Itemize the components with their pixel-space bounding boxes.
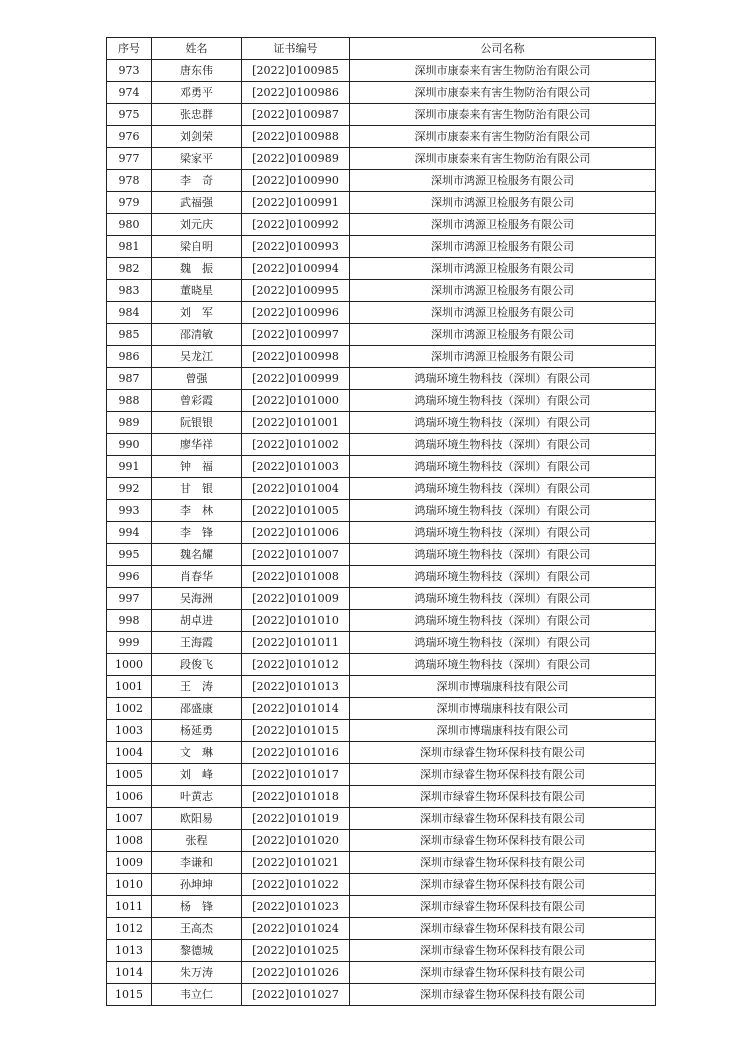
table-row [107,896,656,918]
cert-number-cell: [2022]0100996 [242,302,350,324]
company-cell: 鸿瑞环境生物科技（深圳）有限公司 [350,412,656,434]
name-cell: 魏名耀 [152,544,242,566]
seq-cell: 984 [107,302,152,324]
seq-cell: 996 [107,566,152,588]
cert-number-cell: [2022]0101019 [242,808,350,830]
seq-cell: 999 [107,632,152,654]
seq-cell: 1002 [107,698,152,720]
name-cell: 李 林 [152,500,242,522]
company-cell: 深圳市绿睿生物环保科技有限公司 [350,940,656,962]
seq-cell: 1006 [107,786,152,808]
company-cell: 鸿瑞环境生物科技（深圳）有限公司 [350,588,656,610]
seq-cell: 1010 [107,874,152,896]
cert-number-cell: [2022]0100993 [242,236,350,258]
seq-cell: 1001 [107,676,152,698]
company-cell: 深圳市鸿源卫检服务有限公司 [350,302,656,324]
seq-cell: 976 [107,126,152,148]
table-row [107,522,656,544]
name-cell: 甘 银 [152,478,242,500]
company-cell: 鸿瑞环境生物科技（深圳）有限公司 [350,478,656,500]
cert-number-cell: [2022]0100990 [242,170,350,192]
cert-number-cell: [2022]0101027 [242,984,350,1006]
cert-number-cell: [2022]0101010 [242,610,350,632]
name-cell: 曾彩霞 [152,390,242,412]
name-cell: 叶黄志 [152,786,242,808]
table-row [107,170,656,192]
company-cell: 深圳市鸿源卫检服务有限公司 [350,280,656,302]
cert-number-cell: [2022]0101025 [242,940,350,962]
company-cell: 深圳市鸿源卫检服务有限公司 [350,236,656,258]
seq-cell: 991 [107,456,152,478]
seq-cell: 990 [107,434,152,456]
seq-cell: 995 [107,544,152,566]
cert-number-cell: [2022]0100992 [242,214,350,236]
seq-cell: 983 [107,280,152,302]
name-cell: 刘剑荣 [152,126,242,148]
cert-number-cell: [2022]0101024 [242,918,350,940]
seq-cell: 1011 [107,896,152,918]
name-cell: 邵盛康 [152,698,242,720]
company-cell: 深圳市康泰来有害生物防治有限公司 [350,148,656,170]
table-row [107,830,656,852]
company-cell: 鸿瑞环境生物科技（深圳）有限公司 [350,610,656,632]
name-cell: 李谦和 [152,852,242,874]
table-row [107,368,656,390]
company-cell: 深圳市康泰来有害生物防治有限公司 [350,60,656,82]
table-row [107,236,656,258]
cert-number-cell: [2022]0101014 [242,698,350,720]
name-cell: 王高杰 [152,918,242,940]
cert-number-cell: [2022]0100987 [242,104,350,126]
company-cell: 深圳市康泰来有害生物防治有限公司 [350,126,656,148]
company-cell: 深圳市绿睿生物环保科技有限公司 [350,984,656,1006]
company-cell: 鸿瑞环境生物科技（深圳）有限公司 [350,434,656,456]
cert-number-cell: [2022]0101020 [242,830,350,852]
table-row [107,390,656,412]
cert-number-cell: [2022]0101000 [242,390,350,412]
table-row [107,852,656,874]
name-cell: 曾强 [152,368,242,390]
seq-cell: 1012 [107,918,152,940]
seq-cell: 1004 [107,742,152,764]
cert-number-cell: [2022]0100997 [242,324,350,346]
table-row [107,104,656,126]
seq-cell: 994 [107,522,152,544]
name-cell: 邓勇平 [152,82,242,104]
cert-number-cell: [2022]0101017 [242,764,350,786]
seq-cell: 1015 [107,984,152,1006]
company-cell: 深圳市鸿源卫检服务有限公司 [350,192,656,214]
seq-cell: 1000 [107,654,152,676]
name-cell: 唐东伟 [152,60,242,82]
seq-cell: 985 [107,324,152,346]
name-cell: 王海霞 [152,632,242,654]
company-cell: 深圳市绿睿生物环保科技有限公司 [350,962,656,984]
seq-cell: 1014 [107,962,152,984]
company-cell: 深圳市鸿源卫检服务有限公司 [350,346,656,368]
name-cell: 段俊飞 [152,654,242,676]
table-row [107,412,656,434]
company-cell: 深圳市康泰来有害生物防治有限公司 [350,82,656,104]
cert-number-cell: [2022]0100985 [242,60,350,82]
cert-number-cell: [2022]0100998 [242,346,350,368]
cert-number-cell: [2022]0101013 [242,676,350,698]
company-cell: 鸿瑞环境生物科技（深圳）有限公司 [350,368,656,390]
name-cell: 杨 锋 [152,896,242,918]
seq-cell: 980 [107,214,152,236]
seq-cell: 988 [107,390,152,412]
company-cell: 深圳市绿睿生物环保科技有限公司 [350,786,656,808]
cert-number-cell: [2022]0101005 [242,500,350,522]
cert-number-cell: [2022]0100994 [242,258,350,280]
cert-number-cell: [2022]0101003 [242,456,350,478]
company-cell: 鸿瑞环境生物科技（深圳）有限公司 [350,456,656,478]
name-cell: 阮银银 [152,412,242,434]
company-cell: 鸿瑞环境生物科技（深圳）有限公司 [350,500,656,522]
name-cell: 刘 军 [152,302,242,324]
company-cell: 深圳市鸿源卫检服务有限公司 [350,324,656,346]
seq-cell: 977 [107,148,152,170]
company-cell: 深圳市鸿源卫检服务有限公司 [350,214,656,236]
company-cell: 鸿瑞环境生物科技（深圳）有限公司 [350,654,656,676]
table-body [107,60,656,1006]
seq-cell: 974 [107,82,152,104]
name-cell: 孙坤坤 [152,874,242,896]
seq-cell: 973 [107,60,152,82]
name-cell: 钟 福 [152,456,242,478]
seq-cell: 981 [107,236,152,258]
cert-number-cell: [2022]0101002 [242,434,350,456]
table-row [107,302,656,324]
table-row [107,214,656,236]
seq-cell: 975 [107,104,152,126]
name-cell: 吴海洲 [152,588,242,610]
company-cell: 深圳市绿睿生物环保科技有限公司 [350,874,656,896]
seq-cell: 997 [107,588,152,610]
company-cell: 深圳市博瑞康科技有限公司 [350,720,656,742]
cert-number-cell: [2022]0101015 [242,720,350,742]
cert-number-cell: [2022]0100988 [242,126,350,148]
company-cell: 深圳市博瑞康科技有限公司 [350,698,656,720]
seq-cell: 982 [107,258,152,280]
cert-number-cell: [2022]0100989 [242,148,350,170]
company-cell: 深圳市绿睿生物环保科技有限公司 [350,918,656,940]
table-row [107,258,656,280]
name-cell: 廖华祥 [152,434,242,456]
seq-cell: 1005 [107,764,152,786]
company-cell: 鸿瑞环境生物科技（深圳）有限公司 [350,544,656,566]
company-cell: 深圳市鸿源卫检服务有限公司 [350,170,656,192]
cert-number-cell: [2022]0101009 [242,588,350,610]
company-cell: 鸿瑞环境生物科技（深圳）有限公司 [350,390,656,412]
table-row [107,808,656,830]
name-cell: 黎德城 [152,940,242,962]
company-cell: 深圳市绿睿生物环保科技有限公司 [350,830,656,852]
name-cell: 文 琳 [152,742,242,764]
table-row [107,434,656,456]
company-cell: 鸿瑞环境生物科技（深圳）有限公司 [350,566,656,588]
table-row [107,962,656,984]
table-row [107,346,656,368]
name-cell: 张程 [152,830,242,852]
seq-cell: 978 [107,170,152,192]
company-cell: 深圳市康泰来有害生物防治有限公司 [350,104,656,126]
seq-cell: 1008 [107,830,152,852]
seq-cell: 979 [107,192,152,214]
name-cell: 董晓星 [152,280,242,302]
seq-cell: 1013 [107,940,152,962]
name-cell: 李 锋 [152,522,242,544]
seq-cell: 1007 [107,808,152,830]
company-cell: 深圳市绿睿生物环保科技有限公司 [350,764,656,786]
cert-number-cell: [2022]0101007 [242,544,350,566]
table-row [107,764,656,786]
cert-number-cell: [2022]0101021 [242,852,350,874]
cert-number-cell: [2022]0101018 [242,786,350,808]
name-cell: 王 涛 [152,676,242,698]
table-header-row [107,38,656,60]
company-cell: 鸿瑞环境生物科技（深圳）有限公司 [350,522,656,544]
cert-number-cell: [2022]0100999 [242,368,350,390]
table-row [107,940,656,962]
cert-number-cell: [2022]0101006 [242,522,350,544]
seq-cell: 1009 [107,852,152,874]
table-row [107,610,656,632]
company-cell: 深圳市绿睿生物环保科技有限公司 [350,852,656,874]
table-row [107,720,656,742]
seq-cell: 987 [107,368,152,390]
table-row [107,786,656,808]
table-row [107,544,656,566]
name-cell: 梁自明 [152,236,242,258]
table-row [107,588,656,610]
name-cell: 胡卓进 [152,610,242,632]
company-cell: 深圳市鸿源卫检服务有限公司 [350,258,656,280]
company-cell: 鸿瑞环境生物科技（深圳）有限公司 [350,632,656,654]
cert-number-cell: [2022]0101016 [242,742,350,764]
name-cell: 李 奇 [152,170,242,192]
seq-cell: 998 [107,610,152,632]
table-row [107,280,656,302]
name-cell: 吴龙江 [152,346,242,368]
table-row [107,456,656,478]
cert-number-cell: [2022]0101008 [242,566,350,588]
cert-number-cell: [2022]0101011 [242,632,350,654]
table-row [107,918,656,940]
cert-number-cell: [2022]0100995 [242,280,350,302]
company-cell: 深圳市绿睿生物环保科技有限公司 [350,742,656,764]
table-row [107,698,656,720]
table-row [107,126,656,148]
table-row [107,82,656,104]
cert-number-cell: [2022]0101023 [242,896,350,918]
table-row [107,742,656,764]
table-row [107,984,656,1006]
table-row [107,632,656,654]
seq-cell: 986 [107,346,152,368]
name-cell: 欧阳易 [152,808,242,830]
name-cell: 杨延勇 [152,720,242,742]
table-row [107,676,656,698]
name-cell: 武福强 [152,192,242,214]
cert-number-cell: [2022]0101022 [242,874,350,896]
table-row [107,654,656,676]
name-cell: 魏 振 [152,258,242,280]
table-row [107,192,656,214]
name-cell: 朱万涛 [152,962,242,984]
cert-number-cell: [2022]0101001 [242,412,350,434]
name-cell: 肖春华 [152,566,242,588]
seq-cell: 993 [107,500,152,522]
header-name: 姓名 [152,38,242,60]
company-cell: 深圳市绿睿生物环保科技有限公司 [350,808,656,830]
table-row [107,324,656,346]
certificate-roster-table [106,37,656,1006]
table-row [107,566,656,588]
name-cell: 邵清敏 [152,324,242,346]
cert-number-cell: [2022]0100991 [242,192,350,214]
company-cell: 深圳市绿睿生物环保科技有限公司 [350,896,656,918]
table-row [107,478,656,500]
header-company: 公司名称 [350,38,656,60]
cert-number-cell: [2022]0101004 [242,478,350,500]
header-cert-number: 证书编号 [242,38,350,60]
name-cell: 韦立仁 [152,984,242,1006]
seq-cell: 992 [107,478,152,500]
cert-number-cell: [2022]0101012 [242,654,350,676]
table-row [107,500,656,522]
seq-cell: 1003 [107,720,152,742]
cert-number-cell: [2022]0101026 [242,962,350,984]
seq-cell: 989 [107,412,152,434]
company-cell: 深圳市博瑞康科技有限公司 [350,676,656,698]
name-cell: 刘元庆 [152,214,242,236]
table-row [107,874,656,896]
name-cell: 张忠群 [152,104,242,126]
name-cell: 刘 峰 [152,764,242,786]
cert-number-cell: [2022]0100986 [242,82,350,104]
table-row [107,148,656,170]
table-row [107,60,656,82]
name-cell: 梁家平 [152,148,242,170]
header-seq: 序号 [107,38,152,60]
